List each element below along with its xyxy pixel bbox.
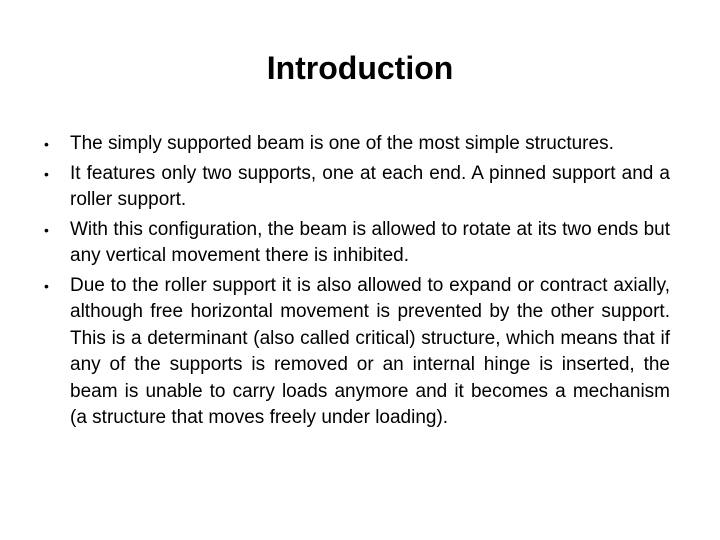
- bullet-item: [44, 161, 670, 214]
- bullet-text: The simply supported beam is one of the most simple structures.: [70, 133, 614, 154]
- bullet-text: It features only two supports, one at each end. A pinned support and a roller support.: [70, 162, 670, 210]
- bullet-dot-icon: •: [44, 165, 49, 182]
- bullet-list: [44, 130, 670, 435]
- bullet-item: [44, 273, 670, 432]
- bullet-text: With this configuration, the beam is allowed to rotate at its two ends but any vertical movement there is inhibited.: [70, 218, 670, 266]
- bullet-text: Due to the roller support it is also allowed to expand or contract axially, although free horizontal movement is prevented by the other support. This is a determinant (also called critical) structure, which means that if any of the supports is removed or an internal hinge is inserted, the beam is unable to carry loads anymore and it becomes a mechanism (a structure that moves freely under loading).: [70, 274, 670, 428]
- bullet-item: [44, 131, 670, 158]
- bullet-dot-icon: •: [44, 277, 49, 294]
- bullet-dot-icon: •: [44, 221, 49, 238]
- bullet-dot-icon: •: [44, 136, 49, 152]
- slide-title: Introduction: [266, 50, 454, 86]
- bullet-item: [44, 217, 670, 270]
